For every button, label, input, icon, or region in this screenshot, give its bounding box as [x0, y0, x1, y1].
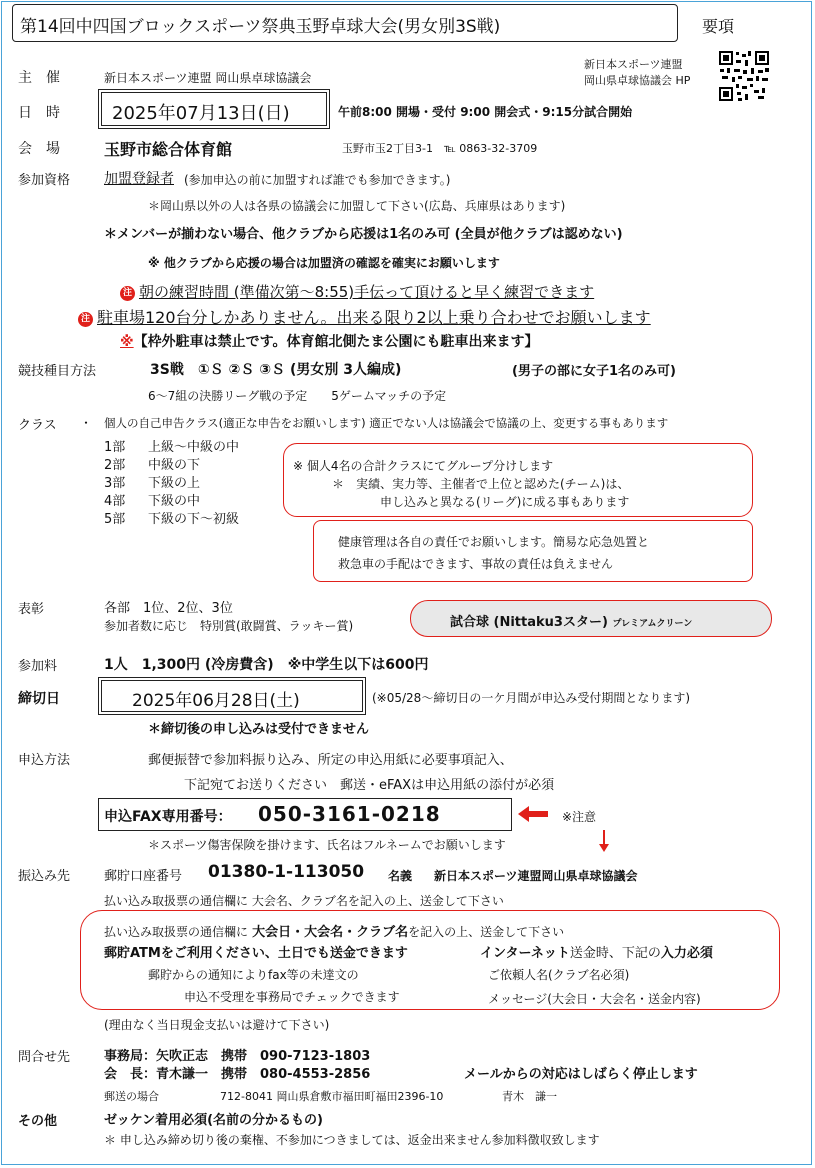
box-line-2-right-a: インターネット [480, 946, 570, 961]
ball-name: 試合球 (Nittaku3スター) [450, 615, 608, 630]
class-level: 下級の上 [148, 476, 201, 491]
page-title: 第14回中四国ブロックスポーツ祭典玉野卓球大会(男女別3S戦) [20, 17, 501, 37]
transfer-box-line-1 [104, 921, 564, 940]
ball-label [450, 611, 692, 630]
class-level: 下級の中 [148, 494, 201, 509]
eligibility-rest: (参加申込の前に加盟すれば誰でも参加できます。) [184, 173, 451, 187]
fax-note: ※注意 [562, 810, 597, 824]
arrow-down-icon [598, 830, 610, 856]
transfer-instruction: 払い込み取扱票の通信欄に 大会名、クラブ名を記入の上、送金して下さい [104, 894, 504, 908]
cash-note: (理由なく当日現金支払いは避けて下さい) [104, 1018, 330, 1032]
fax-label: 申込FAX専用番号： [104, 809, 232, 825]
eligibility-line-3: ＊メンバーが揃わない場合、他クラブから応援は1名のみ可 (全員が他クラブは認めない) [104, 227, 623, 242]
contact-address-label: 郵送の場合 [104, 1090, 159, 1103]
class-division: 4部 [104, 494, 126, 509]
transfer-box-line-3-right: ご依頼人名(クラブ名必須) [488, 968, 630, 982]
contact-recipient: 青木 謙一 [502, 1090, 557, 1103]
fax-number[interactable]: 050-3161-0218 [258, 802, 441, 826]
venue-address: 玉野市玉2丁目3-1 ℡ 0863-32-3709 [342, 142, 538, 155]
awards-line-2: 参加者数に応じ 特別賞(敢闘賞、ラッキー賞) [104, 619, 354, 633]
class-level: 下級の下～初級 [148, 512, 240, 527]
deadline-note: (※05/28～締切日の一ケ月間が申込み受付期間となります) [372, 691, 691, 705]
note-parking-rule [120, 331, 539, 351]
box-line-2-right-b: 送金時、下記の [569, 946, 661, 961]
datetime-label: 日 時 [18, 105, 60, 121]
note-practice [120, 281, 594, 302]
grouping-note-a: ※ 個人4名の合計クラスにてグループ分けします [293, 459, 554, 473]
eligibility-line-2: ＊岡山県以外の人は各県の協議会に加盟して下さい(広島、兵庫県はあります) [148, 199, 566, 213]
class-level: 上級～中級の中 [148, 440, 240, 455]
venue-name: 玉野市総合体育館 [104, 140, 233, 159]
classes-label: クラス [18, 418, 57, 433]
box-line-2-right-c: 入力必須 [660, 946, 713, 961]
note-mark-icon: 注 [120, 286, 135, 301]
transfer-account-number: 01380-1-113050 [208, 862, 365, 882]
apply-line-1: 郵便振替で参加料振り込み、所定の申込用紙に必要事項記入、 [148, 753, 513, 768]
transfer-name-label: 名義 [388, 869, 413, 883]
classes-intro: 個人の自己申告クラス(適正な申告をお願いします) 適正でない人は協議会で協議の上、変更する事もあります [104, 416, 669, 430]
classes-bullet: ・ [80, 416, 93, 430]
class-division: 5部 [104, 512, 126, 527]
other-line-2: ＊ 申し込み締め切り後の棄権、不参加につきましては、返金出来ません参加料徴収致します [104, 1133, 600, 1147]
other-line-1: ゼッケン着用必須(名前の分かるもの) [104, 1113, 323, 1128]
deadline-date: 2025年06月28日(土) [132, 691, 300, 711]
note-mark: ※ [120, 334, 134, 350]
note-mark-icon: 注 [78, 312, 93, 327]
awards-line-1: 各部 1位、2位、3位 [104, 601, 233, 616]
apply-label: 申込方法 [18, 753, 71, 768]
class-division: 3部 [104, 476, 126, 491]
header-tag: 要項 [702, 17, 735, 36]
eligibility-head: 加盟登録者 [104, 171, 174, 187]
eligibility-label: 参加資格 [18, 173, 71, 188]
insurance-note: ＊スポーツ傷害保険を掛けます、氏名はフルネームでお願いします [148, 838, 506, 852]
note-practice-text: 朝の練習時間 (準備次第～8:55)手伝って頂けると早く練習できます [139, 283, 595, 301]
contact-email-note: メールからの対応はしばらく停止します [464, 1067, 698, 1082]
eligibility-line-4: ※ 他クラブから応援の場合は加盟済の確認を確実にお願いします [148, 256, 500, 270]
contact-line-2: 会 長：青木謙一 携帯 080-4553-2856 [104, 1067, 371, 1082]
other-label: その他 [18, 1114, 58, 1129]
transfer-box-line-2: 郵貯ATMをご利用ください、土日でも送金できます [104, 946, 408, 961]
hp-line-2: 岡山県卓球協議会 HP [584, 74, 691, 87]
organizer-label: 主 催 [18, 70, 60, 86]
contact-label: 問合せ先 [18, 1050, 71, 1065]
hp-line-1: 新日本スポーツ連盟 [584, 58, 683, 71]
venue-label: 会 場 [18, 141, 60, 157]
box-line-1-c: を記入の上、送金して下さい [408, 925, 565, 939]
transfer-account-label: 郵貯口座番号 [104, 869, 183, 884]
box-line-1-a: 払い込み取扱票の通信欄に [104, 925, 249, 939]
note-parking-rule-text: 【枠外駐車は禁止です。体育館北側たま公園にも駐車出来ます】 [133, 334, 539, 350]
awards-label: 表彰 [18, 602, 45, 617]
health-note-box [313, 520, 753, 582]
health-line-2: 救急車の手配はできます、事故の責任は負えません [338, 557, 614, 571]
fee-value: 1人 1,300円 (冷房費含) ※中学生以下は600円 [104, 657, 429, 673]
health-line-1: 健康管理は各自の責任でお願いします。簡易な応急処置と [338, 535, 650, 549]
arrow-left-icon [518, 806, 548, 826]
events-label: 競技種目方法 [18, 364, 97, 379]
transfer-box-line-4-right: メッセージ(大会日・大会名・送金内容) [488, 992, 701, 1006]
contact-address: 712-8041 岡山県倉敷市福田町福田2396-10 [220, 1090, 444, 1103]
events-detail: 6～7組の決勝リーグ戦の予定 5ゲームマッチの予定 [148, 389, 447, 403]
fee-label: 参加料 [18, 659, 58, 674]
event-date: 2025年07月13日(日) [112, 103, 290, 124]
apply-line-2: 下記宛てお送りください 郵送・eFAXは申込用紙の添付が必須 [184, 778, 555, 793]
transfer-box-line-4: 申込不受理を事務局でチェックできます [184, 990, 400, 1004]
class-level: 中級の下 [148, 458, 201, 473]
deadline-warning: ＊締切後の申し込みは受付できません [148, 722, 370, 737]
grouping-note-c: 申し込みと異なる(リーグ)に成る事もあります [380, 495, 630, 509]
note-parking-text: 駐車場120台分しかありません。出来る限り2以上乗り合わせでお願いします [97, 308, 651, 327]
box-line-1-b: 大会日・大会名・クラブ名 [252, 925, 409, 940]
transfer-label: 振込み先 [18, 869, 71, 884]
ball-subname: プレミアムクリーン [612, 619, 693, 629]
deadline-label: 締切日 [18, 691, 60, 707]
events-extra: (男子の部に女子1名のみ可) [512, 364, 676, 379]
event-schedule: 午前8:00 開場・受付 9:00 開会式・9:15分試合開始 [338, 105, 633, 119]
class-division: 1部 [104, 440, 126, 455]
organizer-value: 新日本スポーツ連盟 岡山県卓球協議会 [104, 71, 312, 85]
class-division: 2部 [104, 458, 126, 473]
contact-line-1: 事務局：矢吹正志 携帯 090-7123-1803 [104, 1049, 371, 1064]
transfer-box-line-2-right [480, 942, 713, 961]
transfer-name-value: 新日本スポーツ連盟岡山県卓球協議会 [434, 869, 638, 883]
events-format: 3S戦 ①Ｓ ②Ｓ ③Ｓ (男女別 3人編成) [150, 362, 402, 378]
grouping-note-b: ＊ 実績、実力等、主催者で上位と認めた(チーム)は、 [332, 477, 630, 491]
qr-code-icon[interactable] [718, 50, 770, 102]
note-parking [78, 305, 651, 328]
transfer-box-line-3: 郵貯からの通知によりfax等の未達文の [148, 968, 359, 982]
